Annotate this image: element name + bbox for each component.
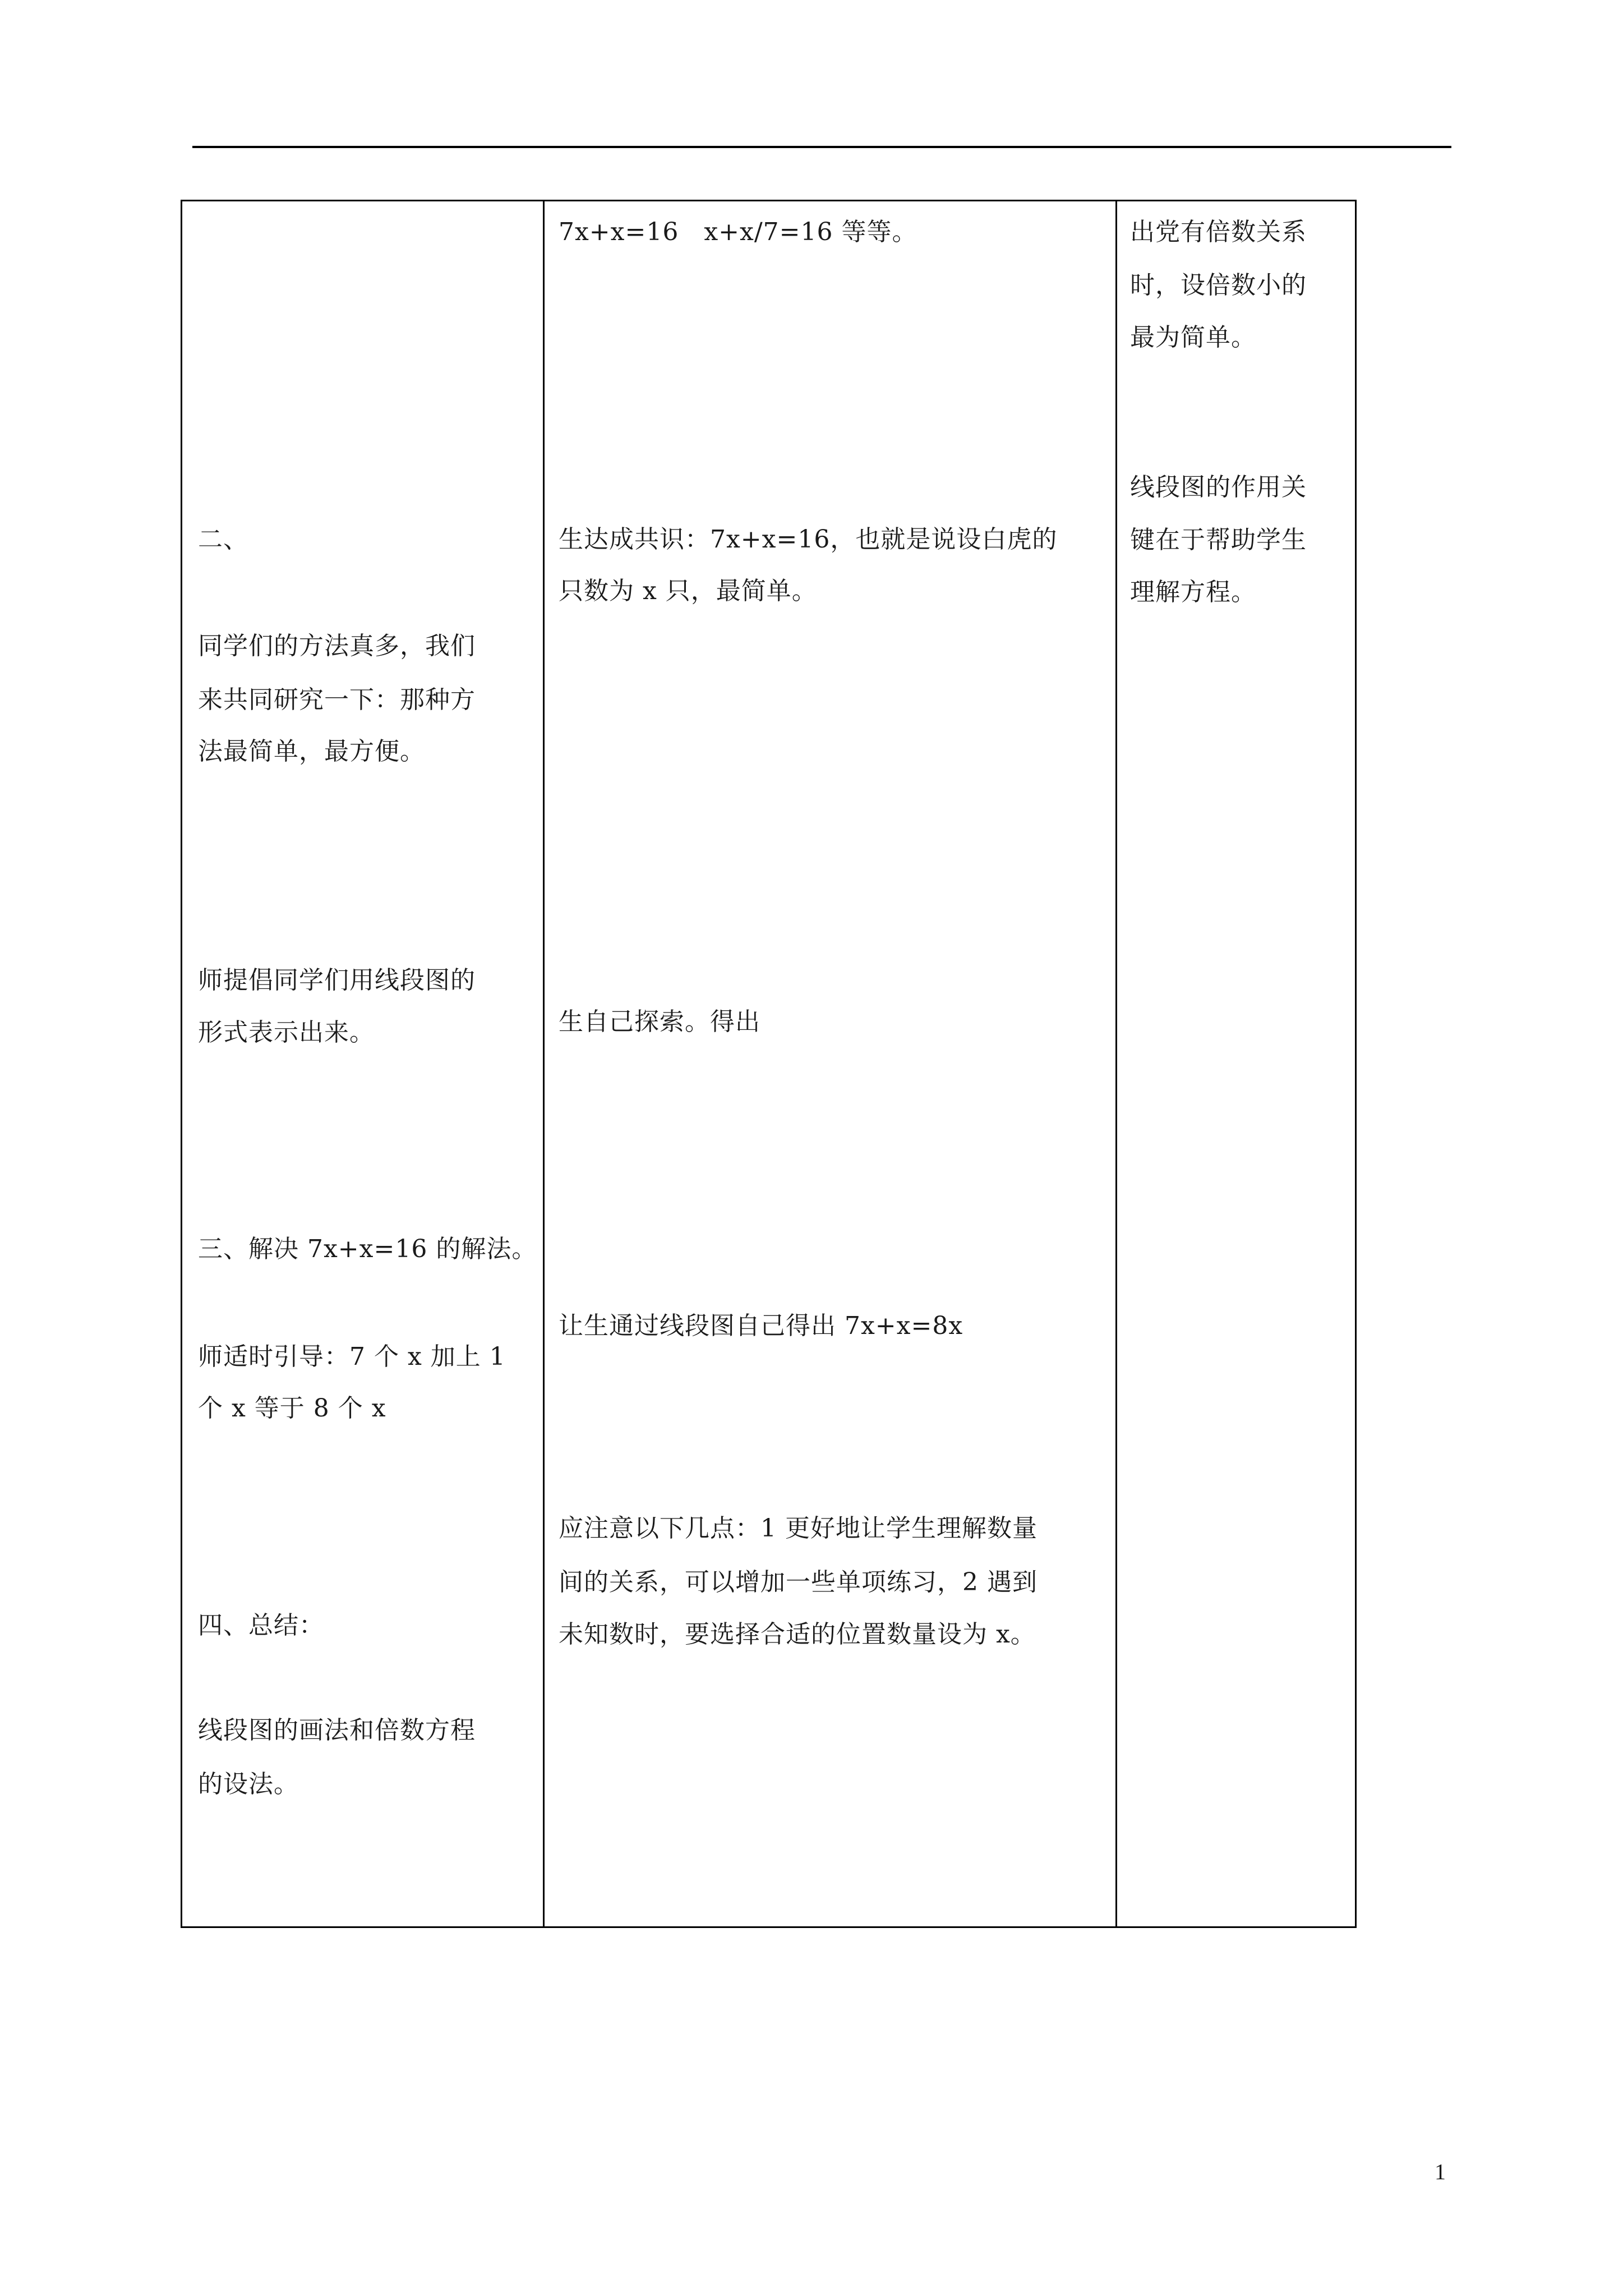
section-two-text-line: 来共同研究一下：那种方 — [198, 685, 476, 714]
notes-line: 间的关系，可以增加一些单项练习，2 遇到 — [559, 1568, 1038, 1596]
lesson-table — [181, 200, 1357, 1928]
consensus-line: 生达成共识：7x+x=16，也就是说设白虎的 — [559, 525, 1058, 554]
section-three-text-line: 师适时引导：7 个 x 加上 1 — [198, 1342, 506, 1371]
design-note-line: 理解方程。 — [1130, 578, 1256, 606]
design-note-line: 键在于帮助学生 — [1130, 526, 1307, 554]
design-note-line: 最为简单。 — [1130, 323, 1256, 352]
section-three-heading: 三、解决 7x+x=16 的解法。 — [198, 1235, 537, 1263]
teacher-prompt-line: 师提倡同学们用线段图的 — [198, 966, 476, 995]
design-note-line: 时，设倍数小的 — [1130, 271, 1307, 300]
section-four-heading: 四、总结： — [198, 1611, 324, 1640]
equations-line: 7x+x=16 x+x/7=16 等等。 — [559, 218, 917, 246]
derive-line: 让生通过线段图自己得出 7x+x=8x — [559, 1312, 963, 1340]
column-divider — [1115, 201, 1117, 1926]
design-note-line: 出党有倍数关系 — [1130, 218, 1307, 246]
section-three-text-line: 个 x 等于 8 个 x — [198, 1394, 386, 1423]
header-rule — [192, 146, 1451, 148]
section-two-text-line: 同学们的方法真多，我们 — [198, 632, 476, 660]
teacher-prompt-line: 形式表示出来。 — [198, 1018, 375, 1047]
column-divider — [543, 201, 545, 1926]
section-four-text-line: 的设法。 — [198, 1770, 299, 1798]
page-number: 1 — [1435, 2159, 1446, 2184]
design-note-line: 线段图的作用关 — [1130, 473, 1307, 501]
section-two-text-line: 法最简单，最方便。 — [198, 737, 425, 766]
explore-line: 生自己探索。得出 — [559, 1007, 760, 1036]
section-two-heading: 二、 — [198, 525, 248, 554]
notes-line: 未知数时，要选择合适的位置数量设为 x。 — [559, 1620, 1036, 1649]
section-four-text-line: 线段图的画法和倍数方程 — [198, 1716, 476, 1745]
notes-line: 应注意以下几点：1 更好地让学生理解数量 — [559, 1514, 1038, 1543]
consensus-line: 只数为 x 只，最简单。 — [559, 577, 817, 605]
